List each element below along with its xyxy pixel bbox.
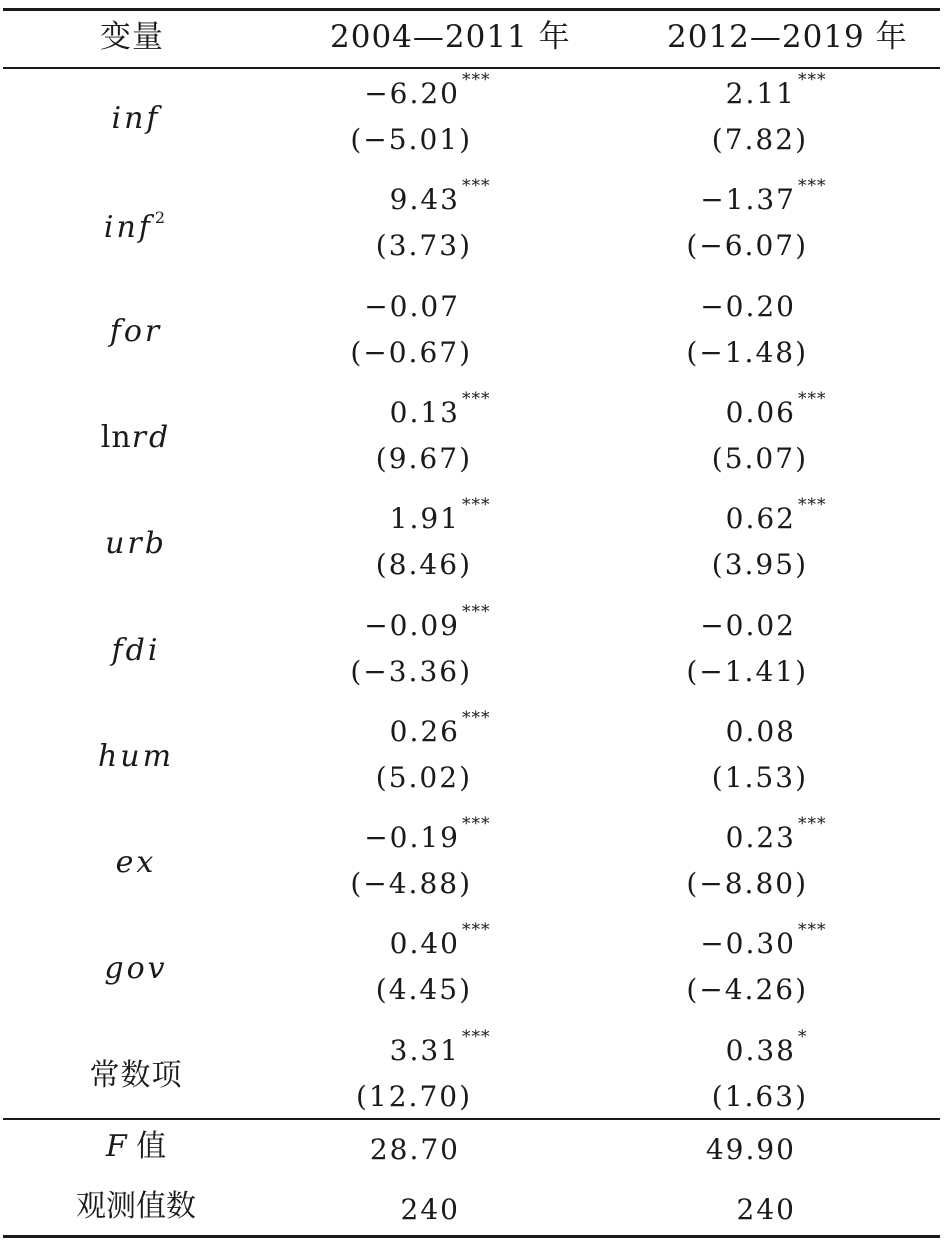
- table-row-variable: [36, 526, 236, 561]
- variable-name: inf: [111, 101, 161, 136]
- table-row-variable: [36, 1058, 236, 1093]
- coefficient-value: 0.23: [725, 821, 796, 854]
- coefficient-value: −0.07: [364, 290, 460, 323]
- significance-stars: *: [798, 1027, 808, 1047]
- t-stat-2012-2019: (1.53): [711, 761, 808, 794]
- significance-stars: ***: [798, 70, 827, 90]
- coefficient-value: 0.40: [389, 927, 460, 960]
- t-stat-2012-2019: (−6.07): [686, 229, 808, 262]
- coefficient-2004-2011: [389, 1027, 491, 1067]
- header-variable: 变量: [100, 19, 164, 55]
- significance-stars: ***: [462, 1027, 491, 1047]
- significance-stars: ***: [462, 920, 491, 940]
- variable-name: rd: [131, 420, 172, 455]
- significance-stars: ***: [462, 495, 491, 515]
- footer-value-2012-2019: 240: [736, 1193, 796, 1226]
- coefficient-value: −0.30: [700, 927, 796, 960]
- variable-name: ex: [115, 845, 157, 880]
- coefficient-value: −0.20: [700, 290, 796, 323]
- t-stat-2004-2011: (5.02): [375, 761, 472, 794]
- footer-label: [36, 1129, 236, 1164]
- t-stat-2004-2011: (8.46): [375, 548, 472, 581]
- t-stat-2004-2011: (−4.88): [350, 867, 472, 900]
- significance-stars: ***: [462, 389, 491, 409]
- table-row-variable: [36, 420, 236, 455]
- coefficient-value: −0.02: [700, 609, 796, 642]
- footer-label-text: 观测值数: [76, 1189, 196, 1224]
- footer-label: [36, 1189, 236, 1224]
- coefficient-2004-2011: [364, 814, 491, 854]
- coefficient-value: 1.91: [389, 502, 460, 535]
- coefficient-2004-2011: [364, 290, 460, 323]
- coefficient-2012-2019: [700, 920, 827, 960]
- coefficient-2004-2011: [389, 920, 491, 960]
- coefficient-value: 0.06: [725, 396, 796, 429]
- coefficient-value: 0.62: [725, 502, 796, 535]
- significance-stars: ***: [462, 814, 491, 834]
- t-stat-2012-2019: (−1.41): [686, 655, 808, 688]
- bottom-rule: [3, 1235, 940, 1238]
- variable-name: gov: [104, 951, 168, 986]
- variable-name: inf: [103, 210, 153, 245]
- significance-stars: ***: [798, 814, 827, 834]
- table-row-variable: [36, 210, 236, 243]
- coefficient-2012-2019: [700, 290, 796, 323]
- significance-stars: ***: [798, 389, 827, 409]
- coefficient-2004-2011: [389, 708, 491, 748]
- coefficient-2004-2011: [389, 176, 491, 216]
- coefficient-value: −0.09: [364, 609, 460, 642]
- variable-name: for: [109, 314, 163, 349]
- t-stat-2004-2011: (3.73): [375, 229, 472, 262]
- coefficient-2004-2011: [389, 389, 491, 429]
- t-stat-2012-2019: (−8.80): [686, 867, 808, 900]
- variable-name: fdi: [111, 633, 161, 668]
- coefficient-2004-2011: [364, 602, 491, 642]
- table-row-variable: [36, 314, 236, 349]
- variable-prefix: ln: [100, 420, 132, 455]
- header-period-2004-2011: 2004—2011 年: [330, 19, 571, 55]
- footer-value-2012-2019: 49.90: [705, 1133, 796, 1166]
- significance-stars: ***: [798, 920, 827, 940]
- coefficient-2012-2019: [725, 814, 827, 854]
- coefficient-2012-2019: [700, 609, 796, 642]
- variable-name: hum: [97, 739, 175, 774]
- coefficient-2004-2011: [389, 495, 491, 535]
- variable-superscript: 2: [154, 208, 169, 227]
- variable-name: urb: [105, 526, 167, 561]
- t-stat-2004-2011: (−3.36): [350, 655, 472, 688]
- coefficient-2012-2019: [725, 715, 796, 748]
- t-stat-2012-2019: (−4.26): [686, 973, 808, 1006]
- top-rule: [3, 8, 940, 11]
- footer-label-italic: F: [105, 1129, 127, 1164]
- table-row-variable: [36, 951, 236, 986]
- header-rule: [3, 67, 940, 69]
- coefficient-value: −6.20: [364, 77, 460, 110]
- table-row-variable: [36, 101, 236, 136]
- table-row-variable: [36, 845, 236, 880]
- t-stat-2004-2011: (−0.67): [350, 336, 472, 369]
- t-stat-2012-2019: (5.07): [711, 442, 808, 475]
- significance-stars: ***: [798, 176, 827, 196]
- variable-name: 常数项: [89, 1058, 183, 1093]
- significance-stars: ***: [462, 70, 491, 90]
- coefficient-value: 9.43: [389, 183, 460, 216]
- footer-rule: [3, 1118, 940, 1120]
- t-stat-2004-2011: (4.45): [375, 973, 472, 1006]
- coefficient-value: 0.38: [725, 1034, 796, 1067]
- significance-stars: ***: [462, 176, 491, 196]
- t-stat-2012-2019: (3.95): [711, 548, 808, 581]
- t-stat-2004-2011: (9.67): [375, 442, 472, 475]
- coefficient-value: 3.31: [389, 1034, 460, 1067]
- coefficient-2012-2019: [700, 176, 827, 216]
- t-stat-2012-2019: (−1.48): [686, 336, 808, 369]
- significance-stars: ***: [798, 495, 827, 515]
- coefficient-2004-2011: [364, 70, 491, 110]
- t-stat-2004-2011: (12.70): [355, 1080, 472, 1113]
- coefficient-value: 0.13: [389, 396, 460, 429]
- significance-stars: ***: [462, 708, 491, 728]
- t-stat-2012-2019: (7.82): [711, 123, 808, 156]
- table-row-variable: [36, 633, 236, 668]
- significance-stars: ***: [462, 602, 491, 622]
- coefficient-value: −0.19: [364, 821, 460, 854]
- table-row-variable: [36, 739, 236, 774]
- coefficient-value: 2.11: [725, 77, 796, 110]
- footer-label-text: 值: [126, 1129, 167, 1164]
- coefficient-value: −1.37: [700, 183, 796, 216]
- coefficient-2012-2019: [725, 1027, 808, 1067]
- coefficient-2012-2019: [725, 495, 827, 535]
- footer-value-2004-2011: 28.70: [369, 1133, 460, 1166]
- footer-value-2004-2011: 240: [400, 1193, 460, 1226]
- t-stat-2004-2011: (−5.01): [350, 123, 472, 156]
- coefficient-value: 0.08: [725, 715, 796, 748]
- header-period-2012-2019: 2012—2019 年: [667, 19, 908, 55]
- t-stat-2012-2019: (1.63): [711, 1080, 808, 1113]
- coefficient-2012-2019: [725, 389, 827, 429]
- coefficient-value: 0.26: [389, 715, 460, 748]
- coefficient-2012-2019: [725, 70, 827, 110]
